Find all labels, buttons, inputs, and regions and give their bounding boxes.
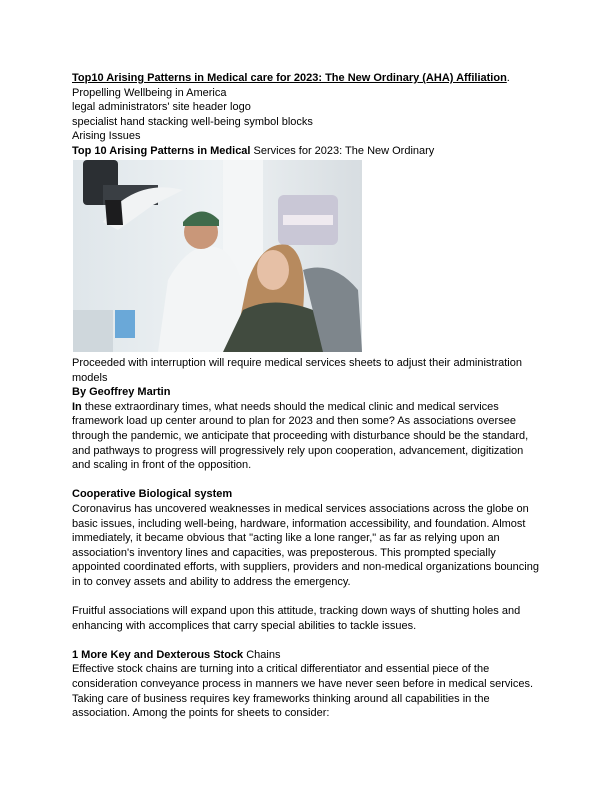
paragraph-line: immediately, it became obvious that "acting like a lone ranger," as far as relying upon an	[72, 532, 500, 545]
heading-bold: 1 More Key and Dexterous Stock	[72, 648, 244, 661]
intro-line	[72, 400, 552, 415]
paragraph-line: Fruitful associations will expand upon this attitude, tracking down ways of shutting holes and	[72, 605, 521, 618]
intro-line: through the pandemic, we anticipate that proceeding with disturbance should be the standard,	[72, 429, 529, 442]
subtitle-bold: Top 10 Arising Patterns in Medical	[72, 144, 251, 157]
paragraph-line: appointed coordinated efforts, with suppliers, providers and non-medical organizations bouncing	[72, 561, 539, 574]
subtitle	[72, 144, 552, 159]
header-line: specialist hand stacking well-being symbol blocks	[72, 115, 313, 128]
paragraph-line: Taking care of business requires key frameworks thinking around all capabilities in the	[72, 692, 490, 705]
article-body	[72, 356, 552, 721]
intro-line: and scaling in front of the opposition.	[72, 459, 252, 472]
title-line	[72, 71, 552, 86]
byline: By Geoffrey Martin	[72, 386, 171, 399]
header-block	[72, 71, 552, 159]
paragraph-line: enhancing with accomplices that carry special abilities to tackle issues.	[72, 619, 417, 632]
intro-lead: In	[72, 400, 82, 413]
header-line: legal administrators' site header logo	[72, 101, 251, 114]
title-link[interactable]: Top10 Arising Patterns in Medical care for 2023: The New Ordinary (AHA) Affiliation	[72, 72, 507, 84]
section-heading	[72, 648, 552, 663]
header-line: Arising Issues	[72, 130, 141, 143]
paragraph-line: in to convey assets and ability to address the emergency.	[72, 575, 351, 588]
paragraph-line: association's inventory lines and capacities, was preposterous. This prompted specially	[72, 546, 496, 559]
paragraph-line: Effective stock chains are turning into a critical differentiator and essential piece of the	[72, 663, 490, 676]
caption-line: models	[72, 371, 108, 384]
photo-illustration	[73, 160, 362, 352]
dentist-photo	[73, 160, 362, 352]
paragraph-line: consideration conveyance process in manners we have never seen before in medical services.	[72, 678, 534, 691]
paragraph-line: Coronavirus has uncovered weaknesses in medical services associations across the globe on	[72, 502, 529, 515]
paragraph-line: basic issues, including well-being, hardware, information accessibility, and foundation. Almost	[72, 517, 526, 530]
header-line: Propelling Wellbeing in America	[72, 86, 227, 99]
title-period: .	[506, 72, 510, 84]
intro-line: framework load up center around to plan for 2023 and then some? As associations oversee	[72, 415, 516, 428]
intro-line: and pathways to progress will progressively rely upon cooperation, advancement, digitization	[72, 444, 524, 457]
section-heading: Cooperative Biological system	[72, 488, 233, 501]
intro-text: these extraordinary times, what needs should the medical clinic and medical services	[81, 400, 499, 413]
paragraph-line: association. Among the points for sheets to consider:	[72, 707, 330, 720]
caption-line: Proceeded with interruption will require medical services sheets to adjust their administration	[72, 357, 522, 369]
subtitle-rest: Services for 2023: The New Ordinary	[250, 144, 435, 157]
heading-rest: Chains	[243, 648, 281, 661]
